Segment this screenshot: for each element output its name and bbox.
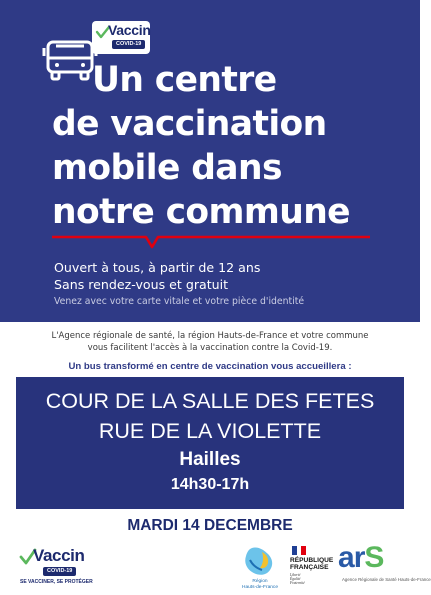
no-appointment-text: Sans rendez-vous et gratuit <box>54 277 229 292</box>
rf-motto-1: Liberté <box>290 573 301 577</box>
intro-paragraph <box>20 330 400 354</box>
rf-line-2: FRANÇAISE <box>290 564 329 572</box>
region-map-icon <box>238 546 282 578</box>
footer-vaccin-subtitle: COVID-19 <box>43 567 76 576</box>
ars-logo <box>338 541 431 590</box>
footer-vaccin-tagline: SE VACCINER, SE PROTÉGER <box>20 579 93 585</box>
ars-label: Agence Régionale de Santé Hauts-de-France <box>342 577 431 582</box>
headline-line-1: Un centre <box>92 60 277 100</box>
headline-line-4: notre commune <box>52 192 350 232</box>
intro-line-1: L'Agence régionale de santé, la région Hauts-de-France et votre commune <box>51 331 369 341</box>
vaccin-covid-badge <box>92 21 150 54</box>
red-speech-underline <box>52 229 372 251</box>
region-label-1: Région <box>252 579 268 584</box>
rf-motto-2: Égalité <box>290 577 301 582</box>
headline <box>52 58 412 234</box>
ars-letter-s: S <box>364 541 384 574</box>
republique-francaise-logo <box>288 546 338 590</box>
region-label-2: Hauts-de-France <box>242 584 278 590</box>
venue-place-line-2: RUE DE LA VIOLETTE <box>98 419 322 443</box>
bus-announcement: Un bus transformé en centre de vaccination vous accueillera : <box>68 361 352 372</box>
ars-letter-r: r <box>353 541 365 574</box>
badge-word: Vaccin <box>108 22 151 38</box>
region-hauts-de-france-logo <box>238 546 282 590</box>
marianne-flag-icon <box>292 546 306 555</box>
rf-line-1: RÉPUBLIQUE <box>290 557 334 564</box>
open-to-all-text: Ouvert à tous, à partir de 12 ans <box>54 260 261 275</box>
headline-line-2: de vaccination <box>52 104 327 144</box>
intro-line-2: vous facilitent l'accès à la vaccination contre la Covid-19. <box>87 343 333 353</box>
footer-vaccin-word: Vaccin <box>33 546 85 565</box>
vaccin-covid-logo <box>17 546 93 590</box>
ars-letter-a: a <box>338 541 354 574</box>
ars-wordmark <box>338 540 383 576</box>
badge-subtitle: COVID-19 <box>112 40 145 49</box>
venue-town: Hailles <box>179 449 241 470</box>
rf-motto-3: Fraternité <box>290 581 305 586</box>
bring-documents-text: Venez avec votre carte vitale et votre pièce d'identité <box>54 296 305 307</box>
venue-box <box>16 377 404 509</box>
headline-line-3: mobile dans <box>52 148 282 188</box>
venue-place-line-1: COUR DE LA SALLE DES FETES <box>45 389 375 413</box>
venue-hours: 14h30-17h <box>170 476 250 493</box>
event-date: MARDI 14 DECEMBRE <box>127 517 293 534</box>
